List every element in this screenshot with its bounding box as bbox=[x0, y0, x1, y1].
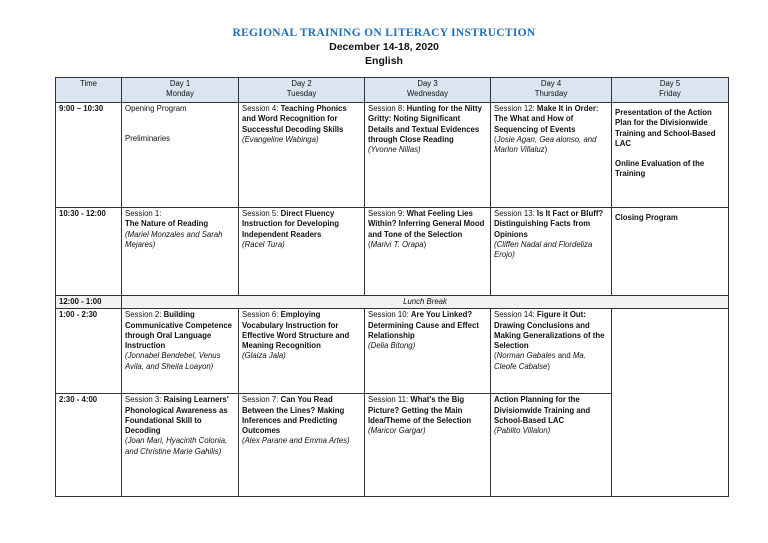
session-number: Session 7: bbox=[242, 395, 281, 405]
speakers: (Pablito Villalon) bbox=[494, 426, 551, 436]
session-title: The Nature of Reading bbox=[125, 219, 209, 229]
speakers: (Cliffen Nadal and Flordeliza Erojo) bbox=[494, 239, 593, 260]
session-cell bbox=[122, 208, 239, 296]
cell-text: Opening Program bbox=[125, 104, 187, 113]
session-number: Session 9: bbox=[368, 209, 407, 218]
speakers: (Glaiza Jala) bbox=[242, 351, 286, 361]
session-cell bbox=[365, 103, 491, 208]
session-number: Session 8: bbox=[368, 104, 407, 113]
weekday-label: Thursday bbox=[534, 89, 568, 99]
paren: ( bbox=[368, 239, 371, 249]
paren: ) bbox=[544, 145, 548, 155]
session-title: Raising Learners' Phonological Awareness as Foundational Skill to Decoding bbox=[125, 395, 229, 436]
table-row bbox=[56, 309, 729, 394]
session-title: Can You Read Between the Lines? Making Inferences and Predicting Outcomes bbox=[242, 395, 345, 436]
day-label: Day 5 bbox=[659, 79, 681, 88]
time-cell: 10:30 - 12:00 bbox=[56, 208, 122, 296]
speakers: (Delia Bitong) bbox=[368, 341, 416, 351]
day-label: Day 3 bbox=[417, 79, 438, 88]
session-cell bbox=[612, 208, 729, 296]
col-header-day4 bbox=[491, 78, 612, 103]
empty-cell bbox=[612, 309, 729, 497]
col-header-day5 bbox=[612, 78, 729, 103]
session-cell bbox=[122, 103, 239, 208]
table-row bbox=[56, 103, 729, 208]
time-cell: 1:00 - 2:30 bbox=[56, 309, 122, 394]
session-title: Figure it Out: Drawing Conclusions and Making Generalizations of the Selection bbox=[494, 310, 605, 351]
speakers: (Jonnabel Bendebel, Venus Avila, and Sheila Loayon) bbox=[125, 351, 221, 371]
session-number: Session 4: bbox=[242, 104, 281, 113]
speakers: Josie Agan, Gea alonso, and Marlon Villaluz bbox=[494, 134, 597, 155]
page-title: REGIONAL TRAINING ON LITERACY INSTRUCTION bbox=[232, 27, 536, 39]
session-cell bbox=[365, 394, 491, 497]
session-cell bbox=[612, 103, 729, 208]
session-cell bbox=[491, 309, 612, 394]
session-cell bbox=[491, 394, 612, 497]
header-row bbox=[56, 78, 729, 103]
time-cell: 2:30 - 4:00 bbox=[56, 394, 122, 497]
col-header-time bbox=[56, 78, 122, 103]
speakers: (Yvonne Nillas) bbox=[368, 145, 421, 155]
speakers: Norman Gabales bbox=[496, 351, 556, 361]
col-header-day3 bbox=[365, 78, 491, 103]
language-label: English bbox=[365, 55, 403, 67]
session-cell bbox=[491, 208, 612, 296]
time-cell: 12:00 - 1:00 bbox=[56, 296, 122, 309]
speakers: (Joan Mari, Hyacinth Colonia, and Christine Marie Gahilis) bbox=[125, 436, 228, 456]
cell-text: Preliminaries bbox=[125, 134, 171, 144]
session-title: Action Planning for the Divisionwide Training and School-Based LAC bbox=[494, 395, 591, 425]
session-cell bbox=[491, 103, 612, 208]
schedule-table bbox=[55, 77, 729, 497]
time-cell: 9:00 – 10:30 bbox=[56, 103, 122, 208]
col-header-day1 bbox=[122, 78, 239, 103]
col-header-time-label: Time bbox=[79, 79, 98, 88]
conjunction: and bbox=[555, 351, 573, 361]
session-number: Session 3: bbox=[125, 395, 164, 405]
session-number: Session 12: bbox=[494, 104, 537, 113]
lunch-break: Lunch Break bbox=[122, 296, 729, 309]
day-label: Day 4 bbox=[540, 79, 562, 88]
session-cell bbox=[239, 103, 365, 208]
session-cell bbox=[122, 394, 239, 497]
table-row bbox=[56, 296, 729, 309]
session-title: Direct Fluency Instruction for Developing Independent Readers bbox=[242, 209, 340, 239]
col-header-day2 bbox=[239, 78, 365, 103]
session-number: Session 2: bbox=[125, 310, 164, 320]
session-cell bbox=[239, 208, 365, 296]
event-date: December 14-18, 2020 bbox=[329, 41, 439, 53]
weekday-label: Tuesday bbox=[286, 89, 317, 99]
speakers: (Maricor Gargar) bbox=[368, 426, 426, 436]
speakers: (Racel Tura) bbox=[242, 239, 285, 249]
weekday-label: Monday bbox=[166, 89, 194, 99]
speakers: (Mariel Monzales and Sarah Mejares) bbox=[125, 229, 223, 249]
session-number: Session 1: bbox=[125, 209, 162, 218]
day-label: Day 1 bbox=[169, 79, 191, 88]
session-title: Hunting for the Nitty Gritty: Noting Significant Details and Textual Evidences through Close Reading bbox=[368, 104, 482, 144]
session-title: Are You Linked? Determining Cause and Effect Relationship bbox=[368, 310, 479, 340]
speakers: Marivi T. Orapa bbox=[370, 239, 424, 249]
session-cell bbox=[122, 309, 239, 394]
weekday-label: Friday bbox=[659, 89, 681, 99]
speakers: (Evangeline Wabinga) bbox=[242, 134, 319, 144]
session-title: Building Communicative Competence through Oral Language Instruction bbox=[125, 310, 233, 351]
table-row bbox=[56, 208, 729, 296]
paren: ( bbox=[494, 134, 497, 144]
paren: ) bbox=[547, 361, 550, 371]
session-title: Make It in Order: The What and How of Sequencing of Events bbox=[494, 104, 599, 134]
session-cell bbox=[239, 309, 365, 394]
session-number: Session 14: bbox=[494, 310, 537, 320]
session-title: Employing Vocabulary Instruction for Effective Word Structure and Meaning Recognition bbox=[242, 310, 350, 351]
session-number: Session 13: bbox=[494, 209, 537, 218]
session-number: Session 5: bbox=[242, 209, 281, 218]
session-number: Session 10: bbox=[368, 310, 411, 320]
day-label: Day 2 bbox=[291, 79, 312, 88]
session-number: Session 6: bbox=[242, 310, 281, 320]
session-cell bbox=[239, 394, 365, 497]
paren: ( bbox=[494, 351, 497, 361]
cell-text: Closing Program bbox=[615, 213, 678, 222]
paren: ) bbox=[423, 239, 427, 249]
session-title: What's the Big Picture? Getting the Main Idea/Theme of the Selection bbox=[368, 395, 472, 425]
session-number: Session 11: bbox=[368, 395, 411, 405]
session-title: What Feeling Lies Within? Inferring General Mood and Tone of the Selection bbox=[368, 209, 485, 239]
session-title: Teaching Phonics and Word Recognition for Successful Decoding Skills bbox=[242, 104, 347, 134]
speakers: (Alex Parane and Emma Artes) bbox=[242, 436, 350, 446]
speakers: Ma. Cleofe Cabalse bbox=[494, 351, 586, 371]
session-title: Is It Fact or Bluff? Distinguishing Facts from Opinions bbox=[494, 209, 604, 239]
weekday-label: Wednesday bbox=[406, 89, 449, 99]
cell-text: Online Evaluation of the Training bbox=[615, 159, 705, 179]
cell-text: Presentation of the Action Plan for the Divisionwide Training and School-Based LAC bbox=[615, 108, 716, 148]
session-cell bbox=[365, 309, 491, 394]
session-cell bbox=[365, 208, 491, 296]
